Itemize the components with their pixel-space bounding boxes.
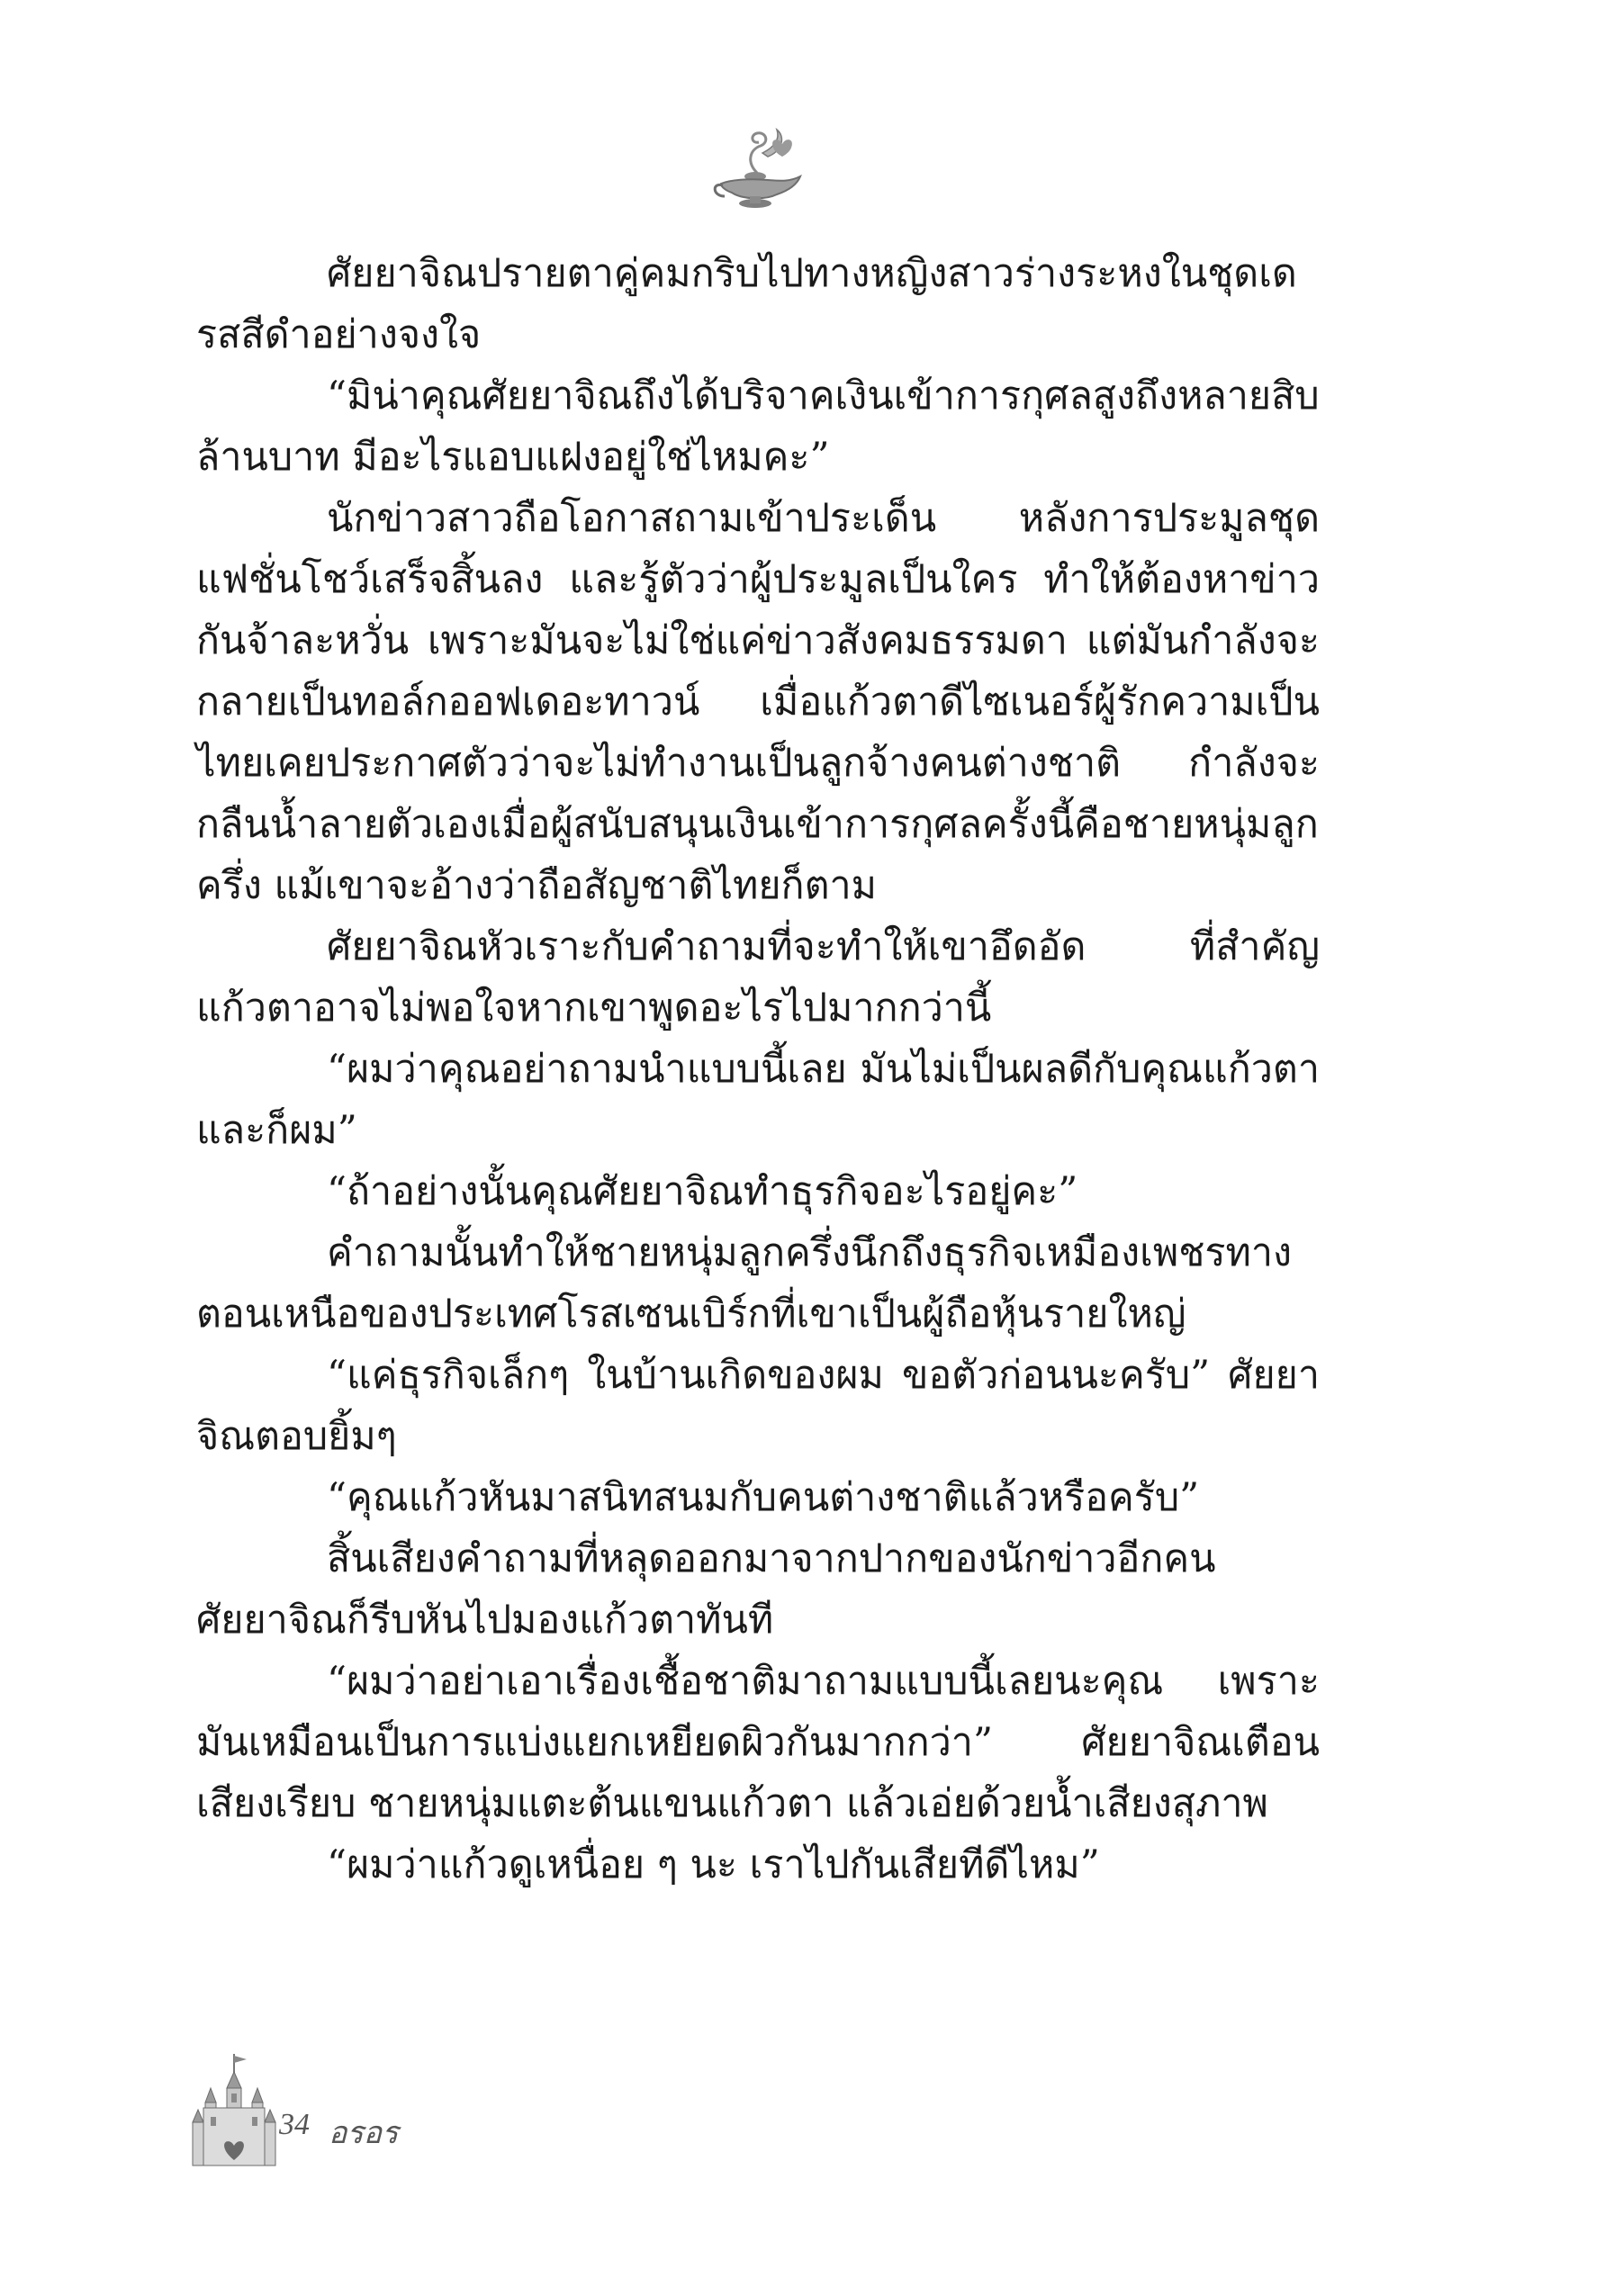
paragraph: “ผมว่าอย่าเอาเรื่องเชื้อชาติมาถามแบบนี้เลยนะคุณ เพราะมันเหมือนเป็นการแบ่งแยกเหยียดผิวกันมากกว่า” ศัยยาจิณเตือนเสียงเรียบ ชายหนุ่มแตะต้นแขนแก้วตา แล้วเอ่ยด้วยน้ำเสียงสุภาพ <box>196 1659 1320 1826</box>
author-name: อรอร <box>329 2117 399 2150</box>
page-footer <box>189 2052 639 2169</box>
paragraph: “ผมว่าแก้วดูเหนื่อย ๆ นะ เราไปกันเสียทีดีไหม” <box>327 1842 1100 1887</box>
paragraph: นักข่าวสาวถือโอกาสถามเข้าประเด็น หลังการประมูลชุดแฟชั่นโชว์เสร็จสิ้นลง และรู้ตัวว่าผู้ประมูลเป็นใคร ทำให้ต้องหาข่าวกันจ้าละหวั่น เพราะมันจะไม่ใช่แค่ข่าวสังคมธรรมดา แต่มันกำลังจะกลายเป็นทอล์กออฟเดอะทาวน์ เมื่อแก้วตาดีไซเนอร์ผู้รักความเป็นไทยเคยประกาศตัวว่าจะไม่ทำงานเป็นลูกจ้างคนต่างชาติ กำลังจะกลืนน้ำลายตัวเองเมื่อผู้สนับสนุนเงินเข้าการกุศลครั้งนี้คือชายหนุ่มลูกครึ่ง แม้เขาจะอ้างว่าถือสัญชาติไทยก็ตาม <box>196 496 1320 908</box>
genie-lamp-icon <box>703 117 811 225</box>
paragraph: “มิน่าคุณศัยยาจิณถึงได้บริจาคเงินเข้าการกุศลสูงถึงหลายสิบล้านบาท มีอะไรแอบแฝงอยู่ใช่ไหมคะ” <box>196 374 1320 480</box>
body-text <box>196 243 1320 1895</box>
paragraph: “ผมว่าคุณอย่าถามนำแบบนี้เลย มันไม่เป็นผลดีกับคุณแก้วตาและก็ผม” <box>196 1047 1320 1153</box>
paragraph: ศัยยาจิณหัวเราะกับคำถามที่จะทำให้เขาอึดอัด ที่สำคัญแก้วตาอาจไม่พอใจหากเขาพูดอะไรไปมากกว่านี้ <box>196 924 1320 1031</box>
paragraph: “ถ้าอย่างนั้นคุณศัยยาจิณทำธุรกิจอะไรอยู่คะ” <box>327 1169 1078 1214</box>
paragraph: คำถามนั้นทำให้ชายหนุ่มลูกครึ่งนึกถึงธุรกิจเหมืองเพชรทางตอนเหนือของประเทศโรสเซนเบิร์กที่เขาเป็นผู้ถือหุ้นรายใหญ่ <box>196 1230 1292 1337</box>
paragraph: “แค่ธุรกิจเล็กๆ ในบ้านเกิดของผม ขอตัวก่อนนะครับ” ศัยยาจิณตอบยิ้มๆ <box>196 1353 1320 1459</box>
paragraph: ศัยยาจิณปรายตาคู่คมกริบไปทางหญิงสาวร่างระหงในชุดเดรสสีดำอย่างจงใจ <box>196 251 1297 357</box>
castle-icon <box>189 2052 279 2169</box>
paragraph: “คุณแก้วหันมาสนิทสนมกับคนต่างชาติแล้วหรือครับ” <box>327 1475 1200 1520</box>
paragraph: สิ้นเสียงคำถามที่หลุดออกมาจากปากของนักข่าวอีกคน ศัยยาจิณก็รีบหันไปมองแก้วตาทันที <box>196 1536 1216 1643</box>
page-number: 34 <box>279 2108 310 2141</box>
